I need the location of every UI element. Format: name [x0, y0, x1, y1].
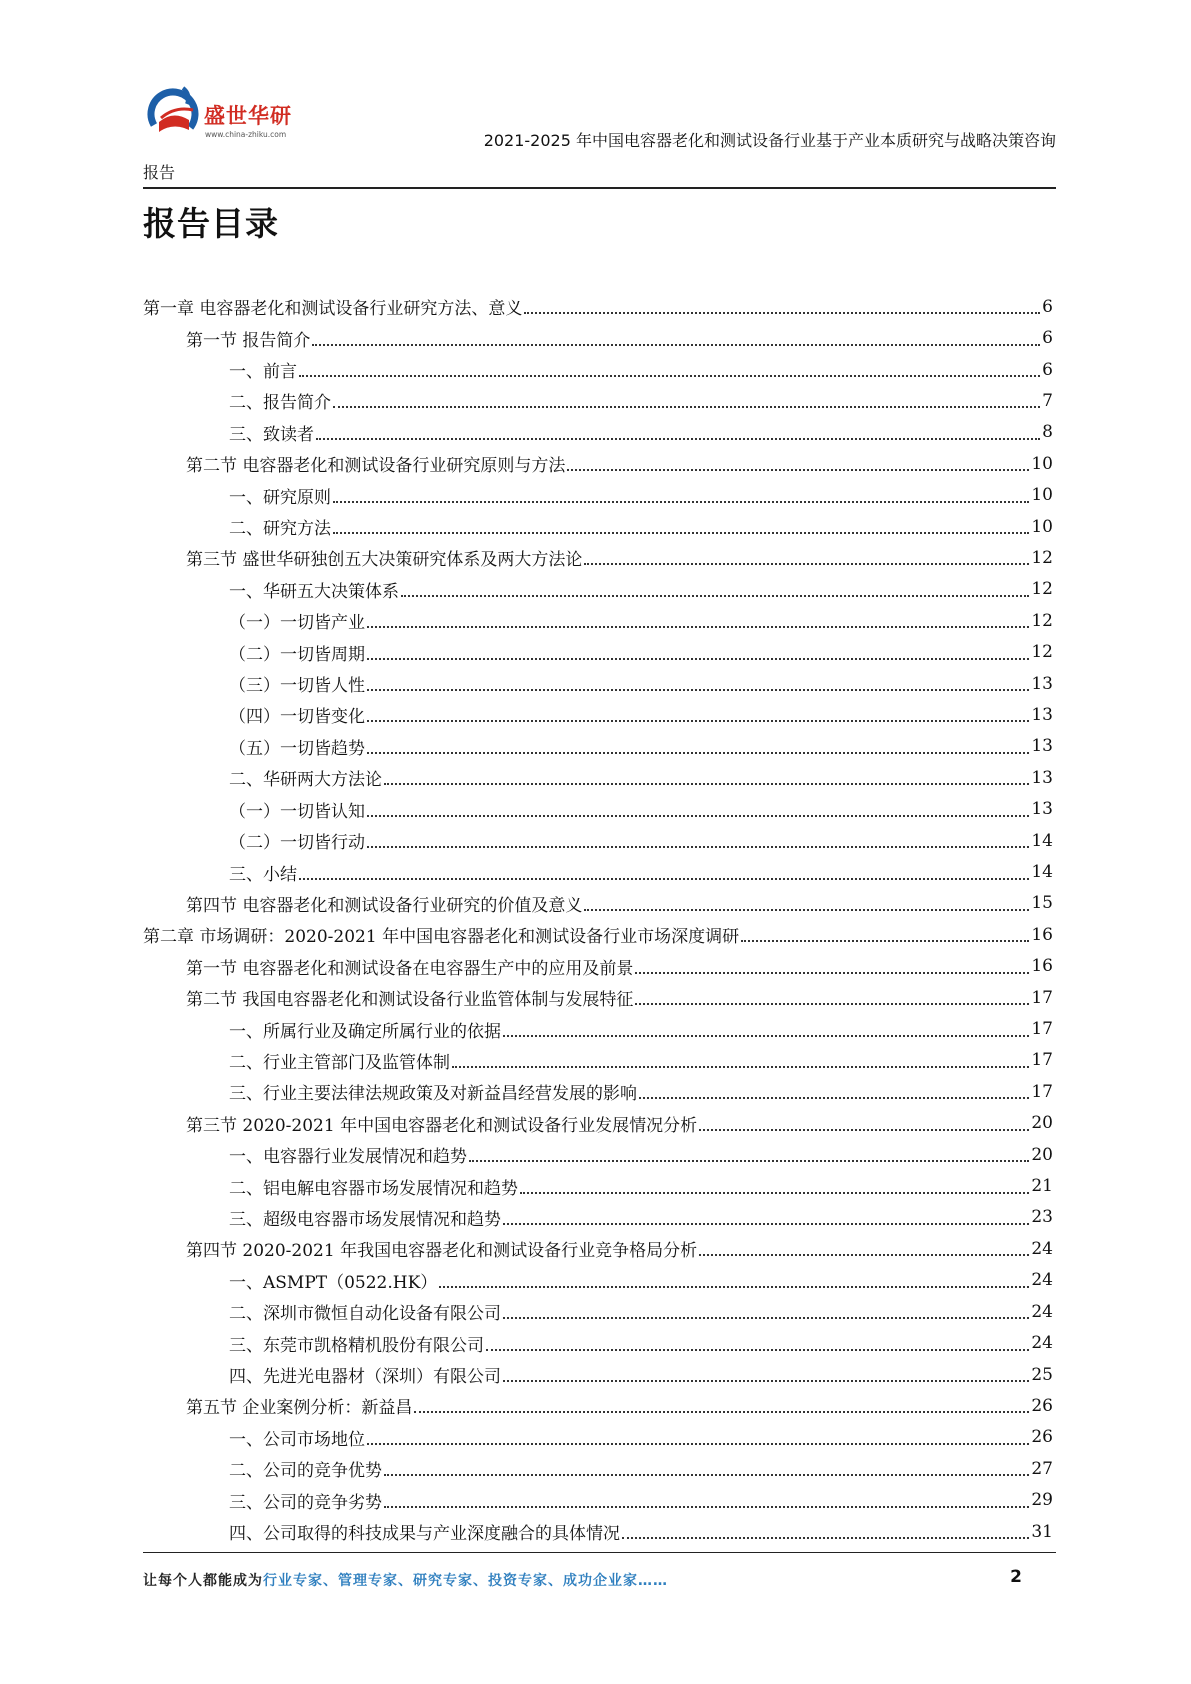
header-divider — [143, 187, 1056, 189]
toc-dot-leader — [384, 782, 1029, 785]
toc-entry-page: 13 — [1031, 673, 1053, 694]
toc-dot-leader — [367, 657, 1029, 660]
toc-entry[interactable] — [143, 354, 1053, 385]
footer-slogan-tail: …… — [638, 1573, 668, 1589]
toc-entry[interactable] — [143, 794, 1053, 825]
toc-dot-leader — [367, 751, 1029, 754]
toc-dot-leader — [486, 1348, 1029, 1351]
toc-entry[interactable] — [143, 542, 1053, 573]
toc-dot-leader — [503, 1222, 1029, 1225]
toc-entry-label: 第四节 电容器老化和测试设备行业研究的价值及意义 — [186, 895, 583, 916]
toc-entry-label: 四、先进光电器材（深圳）有限公司 — [229, 1367, 501, 1388]
toc-entry[interactable] — [143, 1170, 1053, 1201]
toc-entry-label: 第二章 市场调研：2020-2021 年中国电容器老化和测试设备行业市场深度调研 — [143, 927, 740, 948]
toc-dot-leader — [384, 1505, 1029, 1508]
page-title: 报告目录 — [143, 204, 279, 243]
toc-entry[interactable] — [143, 1453, 1053, 1484]
toc-entry-label: 第三节 2020-2021 年中国电容器老化和测试设备行业发展情况分析 — [186, 1115, 698, 1136]
toc-entry-label: 二、行业主管部门及监管体制 — [229, 1052, 450, 1073]
toc-dot-leader — [367, 625, 1029, 628]
toc-entry[interactable] — [143, 636, 1053, 667]
toc-dot-leader — [367, 1442, 1029, 1445]
toc-entry[interactable] — [143, 1202, 1053, 1233]
toc-entry-label: 第二节 我国电容器老化和测试设备行业监管体制与发展特征 — [186, 990, 634, 1011]
toc-entry-label: 三、小结 — [229, 864, 297, 885]
toc-dot-leader — [503, 1034, 1029, 1037]
toc-entry-label: 三、行业主要法律法规政策及对新益昌经营发展的影响 — [229, 1084, 637, 1105]
toc-entry-page: 25 — [1031, 1364, 1053, 1385]
toc-entry[interactable] — [143, 699, 1053, 730]
toc-entry-page: 21 — [1031, 1176, 1053, 1197]
toc-entry-page: 10 — [1031, 516, 1053, 537]
toc-entry-page: 16 — [1031, 956, 1053, 977]
toc-dot-leader — [299, 374, 1040, 377]
toc-entry[interactable] — [143, 1422, 1053, 1453]
toc-entry-page: 20 — [1031, 1144, 1053, 1165]
toc-entry-page: 24 — [1031, 1238, 1053, 1259]
toc-entry-label: 三、超级电容器市场发展情况和趋势 — [229, 1209, 501, 1230]
toc-entry-label: 第五节 企业案例分析：新益昌 — [186, 1398, 413, 1419]
toc-entry-page: 13 — [1031, 799, 1053, 820]
toc-entry[interactable] — [143, 1233, 1053, 1264]
toc-entry[interactable] — [143, 668, 1053, 699]
toc-entry-page: 27 — [1031, 1458, 1053, 1479]
toc-entry-label: 四、公司取得的科技成果与产业深度融合的具体情况 — [229, 1524, 620, 1545]
toc-entry-page: 12 — [1031, 579, 1053, 600]
toc-dot-leader — [452, 1065, 1029, 1068]
table-of-contents — [143, 291, 1053, 1547]
toc-entry[interactable] — [143, 1076, 1053, 1107]
toc-entry[interactable] — [143, 825, 1053, 856]
toc-dot-leader — [635, 1002, 1029, 1005]
toc-entry-page: 26 — [1031, 1395, 1053, 1416]
report-title-continued: 报告 — [143, 163, 176, 182]
page-header — [143, 78, 1056, 190]
toc-dot-leader — [367, 719, 1029, 722]
toc-dot-leader — [584, 908, 1029, 911]
toc-entry[interactable] — [143, 479, 1053, 510]
toc-entry-label: （二）一切皆行动 — [229, 833, 365, 854]
toc-entry-page: 12 — [1031, 642, 1053, 663]
toc-entry-label: （二）一切皆周期 — [229, 644, 365, 665]
toc-entry-label: 第一节 报告简介 — [186, 330, 311, 351]
toc-dot-leader — [367, 688, 1029, 691]
toc-entry-page: 6 — [1042, 296, 1053, 317]
footer-slogan — [143, 1570, 668, 1590]
toc-dot-leader — [384, 1473, 1029, 1476]
toc-dot-leader — [635, 971, 1029, 974]
toc-entry-label: （三）一切皆人性 — [229, 676, 365, 697]
toc-entry[interactable] — [143, 322, 1053, 353]
toc-entry[interactable] — [143, 1108, 1053, 1139]
toc-entry[interactable] — [143, 291, 1053, 322]
toc-entry-page: 15 — [1031, 893, 1053, 914]
toc-entry-label: （五）一切皆趋势 — [229, 738, 365, 759]
toc-dot-leader — [333, 500, 1029, 503]
toc-dot-leader — [699, 1253, 1029, 1256]
toc-entry[interactable] — [143, 982, 1053, 1013]
company-logo — [143, 78, 313, 148]
toc-entry-page: 7 — [1042, 390, 1053, 411]
toc-entry[interactable] — [143, 605, 1053, 636]
toc-entry[interactable] — [143, 1045, 1053, 1076]
toc-dot-leader — [333, 531, 1029, 534]
footer-slogan-accent: 行业专家、管理专家、研究专家、投资专家、成功企业家 — [263, 1573, 638, 1589]
toc-entry[interactable] — [143, 1139, 1053, 1170]
toc-entry[interactable] — [143, 385, 1053, 416]
toc-entry-label: 二、研究方法 — [229, 519, 331, 540]
toc-dot-leader — [414, 1410, 1029, 1413]
toc-entry-label: 三、东莞市凯格精机股份有限公司 — [229, 1335, 484, 1356]
toc-entry-label: 第四节 2020-2021 年我国电容器老化和测试设备行业竞争格局分析 — [186, 1241, 698, 1262]
toc-entry[interactable] — [143, 762, 1053, 793]
toc-entry[interactable] — [143, 888, 1053, 919]
toc-entry-page: 13 — [1031, 704, 1053, 725]
toc-entry-label: 一、公司市场地位 — [229, 1429, 365, 1450]
toc-dot-leader — [312, 343, 1040, 346]
toc-entry-page: 17 — [1031, 987, 1053, 1008]
toc-dot-leader — [333, 405, 1040, 408]
toc-dot-leader — [401, 594, 1029, 597]
toc-dot-leader — [699, 1128, 1029, 1131]
toc-entry-page: 24 — [1031, 1270, 1053, 1291]
logo-name: 盛世华研 — [204, 104, 292, 128]
toc-entry-page: 13 — [1031, 736, 1053, 757]
toc-entry-page: 12 — [1031, 547, 1053, 568]
toc-entry[interactable] — [143, 951, 1053, 982]
toc-entry-page: 26 — [1031, 1427, 1053, 1448]
toc-entry-label: 二、华研两大方法论 — [229, 770, 382, 791]
toc-entry-label: 二、公司的竞争优势 — [229, 1461, 382, 1482]
toc-entry-page: 20 — [1031, 1113, 1053, 1134]
toc-entry-label: 一、研究原则 — [229, 487, 331, 508]
toc-entry[interactable] — [143, 1359, 1053, 1390]
toc-entry-page: 16 — [1031, 924, 1053, 945]
toc-entry-label: 三、致读者 — [229, 424, 314, 445]
toc-entry-page: 24 — [1031, 1333, 1053, 1354]
toc-entry-page: 31 — [1031, 1521, 1053, 1542]
toc-entry-page: 8 — [1042, 422, 1053, 443]
toc-dot-leader — [439, 1285, 1029, 1288]
toc-entry[interactable] — [143, 856, 1053, 887]
toc-entry[interactable] — [143, 574, 1053, 605]
toc-entry-label: （四）一切皆变化 — [229, 707, 365, 728]
toc-entry[interactable] — [143, 1516, 1053, 1547]
toc-entry-label: 一、ASMPT（0522.HK） — [229, 1272, 438, 1293]
toc-entry-label: 二、铝电解电容器市场发展情况和趋势 — [229, 1178, 518, 1199]
toc-entry[interactable] — [143, 1484, 1053, 1515]
toc-dot-leader — [567, 468, 1029, 471]
toc-entry-label: （一）一切皆产业 — [229, 613, 365, 634]
logo-url: www.china-zhiku.com — [205, 130, 287, 139]
toc-entry-page: 17 — [1031, 1050, 1053, 1071]
toc-entry-label: 第二节 电容器老化和测试设备行业研究原则与方法 — [186, 456, 566, 477]
toc-entry-label: 三、公司的竞争劣势 — [229, 1492, 382, 1513]
toc-entry[interactable] — [143, 1265, 1053, 1296]
toc-dot-leader — [524, 311, 1040, 314]
toc-entry[interactable] — [143, 417, 1053, 448]
toc-entry-label: 一、华研五大决策体系 — [229, 581, 399, 602]
toc-entry-label: 第一节 电容器老化和测试设备在电容器生产中的应用及前景 — [186, 958, 634, 979]
footer-divider — [143, 1552, 1056, 1553]
page-number: 2 — [1010, 1567, 1022, 1587]
toc-entry-page: 14 — [1031, 830, 1053, 851]
toc-dot-leader — [639, 1096, 1029, 1099]
toc-entry[interactable] — [143, 919, 1053, 950]
toc-entry[interactable] — [143, 511, 1053, 542]
toc-dot-leader — [469, 1159, 1029, 1162]
toc-entry-label: 二、深圳市微恒自动化设备有限公司 — [229, 1304, 501, 1325]
toc-entry[interactable] — [143, 1327, 1053, 1358]
report-title: 2021-2025 年中国电容器老化和测试设备行业基于产业本质研究与战略决策咨询 — [483, 131, 1056, 150]
toc-entry[interactable] — [143, 731, 1053, 762]
toc-entry-label: 一、所属行业及确定所属行业的依据 — [229, 1021, 501, 1042]
toc-entry[interactable] — [143, 1296, 1053, 1327]
toc-entry-label: 一、电容器行业发展情况和趋势 — [229, 1147, 467, 1168]
toc-entry-page: 17 — [1031, 1019, 1053, 1040]
toc-entry-label: 第三节 盛世华研独创五大决策研究体系及两大方法论 — [186, 550, 583, 571]
toc-dot-leader — [367, 845, 1029, 848]
toc-entry-page: 24 — [1031, 1301, 1053, 1322]
toc-entry-page: 17 — [1031, 1081, 1053, 1102]
toc-dot-leader — [367, 814, 1029, 817]
toc-entry[interactable] — [143, 448, 1053, 479]
toc-entry-page: 14 — [1031, 862, 1053, 883]
toc-entry-page: 29 — [1031, 1490, 1053, 1511]
toc-entry-page: 10 — [1031, 485, 1053, 506]
toc-dot-leader — [584, 562, 1029, 565]
toc-entry-page: 23 — [1031, 1207, 1053, 1228]
toc-entry-label: 二、报告简介 — [229, 393, 331, 414]
footer-slogan-lead: 让每个人都能成为 — [143, 1573, 263, 1589]
toc-entry-label: （一）一切皆认知 — [229, 801, 365, 822]
toc-dot-leader — [316, 437, 1040, 440]
toc-entry-page: 10 — [1031, 453, 1053, 474]
toc-dot-leader — [520, 1191, 1029, 1194]
toc-dot-leader — [299, 877, 1029, 880]
logo-emblem-icon — [143, 80, 207, 144]
toc-entry-label: 一、前言 — [229, 362, 297, 383]
page-footer — [143, 1552, 1056, 1602]
toc-dot-leader — [503, 1316, 1029, 1319]
toc-entry[interactable] — [143, 1013, 1053, 1044]
toc-entry-label: 第一章 电容器老化和测试设备行业研究方法、意义 — [143, 299, 523, 320]
toc-dot-leader — [503, 1379, 1029, 1382]
toc-entry-page: 6 — [1042, 328, 1053, 349]
toc-entry[interactable] — [143, 1390, 1053, 1421]
toc-dot-leader — [741, 939, 1029, 942]
toc-entry-page: 6 — [1042, 359, 1053, 380]
toc-entry-page: 13 — [1031, 767, 1053, 788]
toc-dot-leader — [622, 1536, 1029, 1539]
toc-entry-page: 12 — [1031, 610, 1053, 631]
